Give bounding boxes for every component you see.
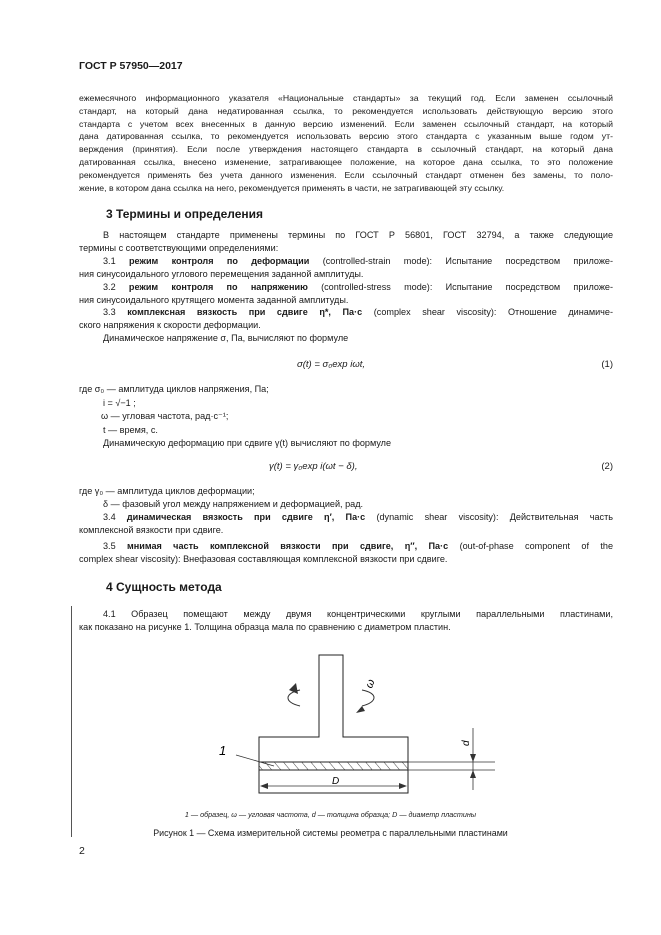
- upper-plate-shaft: [259, 655, 408, 762]
- legend-i: i = √−1 ;: [103, 397, 136, 408]
- dimension-d-arrow-bottom: [470, 770, 476, 778]
- legend-sigma0: где σ₀ — амплитуда циклов напряжения, Па;: [79, 384, 269, 394]
- figure-label-d: d: [461, 740, 472, 746]
- equation-1-number: (1): [601, 359, 613, 370]
- intro-line: дана датированная ссылка, то рекомендуется использовать версию этого стандарта с указанным выше годом ут-: [79, 131, 613, 142]
- term-3-4: 3.4 динамическая вязкость при сдвиге η′, Па·с (dynamic shear viscosity): Действительная часть: [103, 511, 613, 522]
- term-3-1: 3.1 режим контроля по деформации (controlled-strain mode): Испытание посредством приложе-: [103, 255, 614, 266]
- section-3-intro: В настоящем стандарте применены термины по ГОСТ Р 56801, ГОСТ 32794, а также следующие: [103, 230, 613, 240]
- term-3-5-cont: complex shear viscosity): Внефазовая составляющая комплексной вязкости при сдвиге.: [79, 553, 448, 564]
- paragraph-4-1-cont: как показано на рисунке 1. Толщина образца мала по сравнению с диаметром пластин.: [79, 621, 451, 632]
- section-4-heading: 4 Сущность метода: [106, 580, 222, 594]
- term-3-2-cont: ния синусоидального крутящего момента заданной амплитуды.: [79, 294, 349, 305]
- legend-t: t — время, с.: [103, 424, 158, 435]
- equation-2-number: (2): [601, 461, 613, 472]
- legend-delta: δ — фазовый угол между напряжением и деформацией, рад.: [103, 498, 364, 509]
- term-3-4-cont: комплексной вязкости при сдвиге.: [79, 524, 224, 535]
- sample-layer: [259, 762, 408, 770]
- term-3-2: 3.2 режим контроля по напряжению (controlled-stress mode): Испытание посредством приложе-: [103, 281, 614, 292]
- figure-label-1: 1: [219, 743, 227, 758]
- term-3-3: 3.3 комплексная вязкость при сдвиге η*, Па·с (complex shear viscosity): Отношение динамиче-: [103, 307, 613, 318]
- page-number: 2: [79, 845, 85, 857]
- intro-line: верждения (принятия). Если после утверждения настоящего стандарта в ссылочный стандарт, на который дана: [79, 144, 613, 155]
- paragraph-4-1: 4.1 Образец помещают между двумя концентрическими круглыми параллельными пластинами,: [103, 609, 613, 619]
- term-3-1-cont: ния синусоидального углового перемещения заданной амплитуды.: [79, 268, 364, 279]
- figure-legend: 1 — образец, ω — угловая частота, d — толщина образца; D — диаметр пластины: [184, 810, 477, 819]
- intro-line: стандарт, на который дана недатированная ссылка, то рекомендуется использовать действующую версию этого: [79, 105, 613, 116]
- figure-label-D: D: [332, 776, 340, 787]
- legend-omega: ω — угловая частота, рад·с⁻¹;: [101, 411, 229, 422]
- strain-formula-intro: Динамическую деформацию при сдвиге γ(t) вычисляют по формуле: [103, 438, 392, 449]
- dimension-d-arrow-top: [470, 754, 476, 762]
- intro-line: ежемесячного информационного указателя «Национальные стандарты» за текущий год. Если заменен ссылочный: [79, 93, 613, 103]
- term-3-3-cont: ского напряжения к скорости деформации.: [79, 320, 261, 331]
- intro-line: стандарта с учетом всех внесенных в данную версию изменений. Если заменен ссылочный стандарт, на который: [79, 118, 613, 129]
- section-3-heading: 3 Термины и определения: [106, 207, 264, 221]
- figure-caption: Рисунок 1 — Схема измерительной системы реометра с параллельными пластинами: [153, 828, 508, 838]
- document-code: ГОСТ Р 57950—2017: [79, 60, 183, 72]
- intro-line: рекомендуется применять без учета данного изменения. Если ссылочный стандарт отменен без замены, то поло-: [79, 169, 613, 180]
- equation-1: σ(t) = σ₀exp iωt,: [297, 359, 365, 370]
- section-3-intro: термины с соответствующими определениями:: [79, 242, 279, 253]
- legend-gamma0: где γ₀ — амплитуда циклов деформации;: [79, 486, 255, 496]
- stress-formula-intro: Динамическое напряжение σ, Па, вычисляют по формуле: [103, 333, 349, 344]
- intro-line: датированная ссылка, внесено изменение, затрагивающее положение, на которое дана ссылка, то это положение: [79, 156, 613, 167]
- equation-2: γ(t) = γ₀exp i(ωt − δ),: [269, 461, 358, 472]
- term-3-5: 3.5 мнимая часть комплексной вязкости при сдвиге, η″, Па·с (out-of-phase component of the: [103, 540, 614, 551]
- intro-line: жение, в котором дана ссылка на него, рекомендуется применять в части, не затрагивающей эту ссылку.: [79, 182, 505, 193]
- rotation-arrow-tail-icon: [356, 706, 365, 713]
- figure-label-omega: ω: [363, 677, 378, 690]
